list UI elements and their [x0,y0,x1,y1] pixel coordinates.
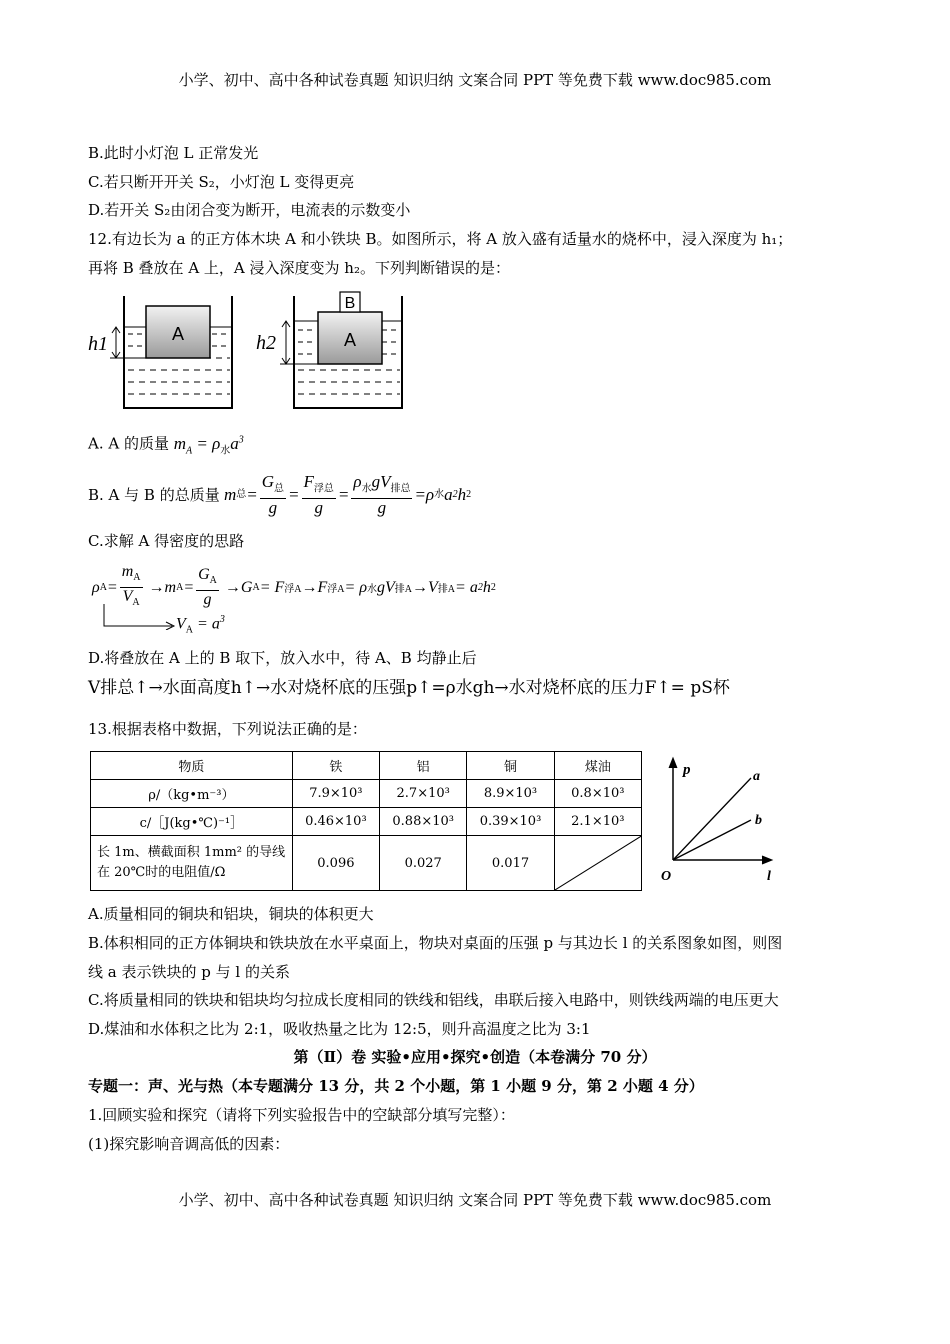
table-cell: 0.8×10³ [554,780,641,808]
q13-stem: 13.根据表格中数据，下列说法正确的是： [88,720,367,738]
q11-option-b: B.此时小灯泡 L 正常发光 [88,144,259,162]
q12-option-b-label: B. A 与 B 的总质量 [88,486,220,504]
q13-option-c: C.将质量相同的铁块和铝块均匀拉成长度相同的铁线和铝线，串联后接入电路中，则铁线两端的电压更大 [88,991,779,1009]
table-cell: 0.39×10³ [467,808,554,836]
q11-option-c: C.若只断开开关 S₂，小灯泡 L 变得更亮 [88,173,355,191]
page-header: 小学、初中、高中各种试卷真题 知识归纳 文案合同 PPT 等免费下载 www.doc985.com [178,71,772,89]
chain-branch-arrow [100,604,180,630]
table-cell: 0.017 [467,836,554,891]
table-cell: c/［J(kg•℃)⁻¹］ [91,808,293,836]
table-cell: ρ/（kg•m⁻³） [91,780,293,808]
h2-label: h2 [256,332,276,354]
block-b-label: B [344,295,356,312]
table-cell-empty [554,836,641,891]
table-row [91,808,642,836]
table-header-cell: 铝 [380,752,467,780]
page-footer: 小学、初中、高中各种试卷真题 知识归纳 文案合同 PPT 等免费下载 www.doc985.com [178,1191,772,1209]
q13-option-d: D.煤油和水体积之比为 2:1，吸收热量之比为 12:5，则升高温度之比为 3:1 [88,1020,591,1038]
table-cell: 2.1×10³ [554,808,641,836]
table-row [91,780,642,808]
graph-line-b [673,820,751,860]
table-cell: 长 1m、横截面积 1mm² 的导线在 20℃时的电阻值/Ω [91,836,293,891]
graph-x-label: l [767,869,771,884]
graph-line-b-label: b [755,813,762,828]
block-a-label-1: A [171,324,185,344]
table-cell: 0.027 [380,836,467,891]
graph-line-a-label: a [753,769,760,784]
table-cell: 2.7×10³ [380,780,467,808]
formula-total-mass: m 总 = $\frac{G_总}{g}$ = $\frac{F_{浮总}}{g}$ = $\frac{\rho_水gV_{排总}}{g}$ =ρ 水 a 2 h 2 [219,471,472,518]
table-cell: 0.88×10³ [380,808,467,836]
beaker-2 [256,292,402,408]
formula-mass-a: $m_A = \rho_水a^3$ [173,433,244,457]
q13-data-table [90,751,642,891]
q13-option-b-line1: B.体积相同的正方体铜块和铁块放在水平桌面上，物块对桌面的压强 p 与其边长 l 的关系图象如图，则图 [88,934,783,952]
q12-stem-line2: 再将 B 叠放在 A 上，A 浸入深度变为 h₂。下列判断错误的是： [88,259,510,277]
p-l-graph [655,752,780,887]
h1-label: h1 [88,333,108,355]
beaker-figure [84,290,414,415]
q13-option-b-line2: 线 a 表示铁块的 p 与 l 的关系 [88,963,290,981]
table-cell: 8.9×10³ [467,780,554,808]
q12-option-a [88,430,244,461]
part2-q1: 1.回顾实验和探究（请将下列实验报告中的空缺部分填写完整）： [88,1106,515,1124]
table-row [91,836,642,891]
table-header-cell: 铁 [292,752,379,780]
table-header-cell: 煤油 [554,752,641,780]
q12-option-d: D.将叠放在 A 上的 B 取下，放入水中，待 A、B 均静止后 [88,649,477,667]
q13-option-a: A.质量相同的铜块和铝块，铜块的体积更大 [88,905,374,923]
table-header-cell: 物质 [91,752,293,780]
part2-q1-1: (1)探究影响音调高低的因素： [88,1135,290,1153]
q11-option-d: D.若开关 S₂由闭合变为断开，电流表的示数变小 [88,201,411,219]
block-a-label-2: A [343,330,357,350]
formula-volume-a: $V_A = a^3$ [176,614,225,636]
table-cell: 0.46×10³ [292,808,379,836]
graph-origin-label: O [661,869,672,884]
q12-option-d-chain: V排总↑→水面高度h↑→水对烧杯底的压强p↑=ρ水gh→水对烧杯底的压力F↑= pS杯 [88,678,730,698]
q12-option-a-label: A. A 的质量 [88,434,169,453]
graph-line-a [673,778,751,860]
beaker-1 [88,296,232,408]
table-header-row [91,752,642,780]
table-cell: 0.096 [292,836,379,891]
table-header-cell: 铜 [467,752,554,780]
table-cell: 7.9×10³ [292,780,379,808]
q12-option-b [88,470,471,520]
q12-stem-line1: 12.有边长为 a 的正方体木块 A 和小铁块 B。如图所示，将 A 放入盛有适量水的烧杯中，浸入深度为 h₁； [88,230,793,248]
topic1-heading: 专题一：声、光与热（本专题满分 13 分，共 2 个小题，第 1 小题 9 分，第 2 小题 4 分） [88,1077,704,1095]
part2-title: 第（Ⅱ）卷 实验•应用•探究•创造（本卷满分 70 分） [293,1048,657,1066]
formula-density-chain: ρ A = $\frac{m_A}{V_A}$ →m A = $\frac{G_A}{g}$ →G A = F 浮A →F 浮A = ρ 水 gV 排A →V 排A = a 2 h 2 [92,563,496,609]
q12-option-c: C.求解 A 得密度的思路 [88,532,245,550]
graph-y-label: p [683,762,691,778]
